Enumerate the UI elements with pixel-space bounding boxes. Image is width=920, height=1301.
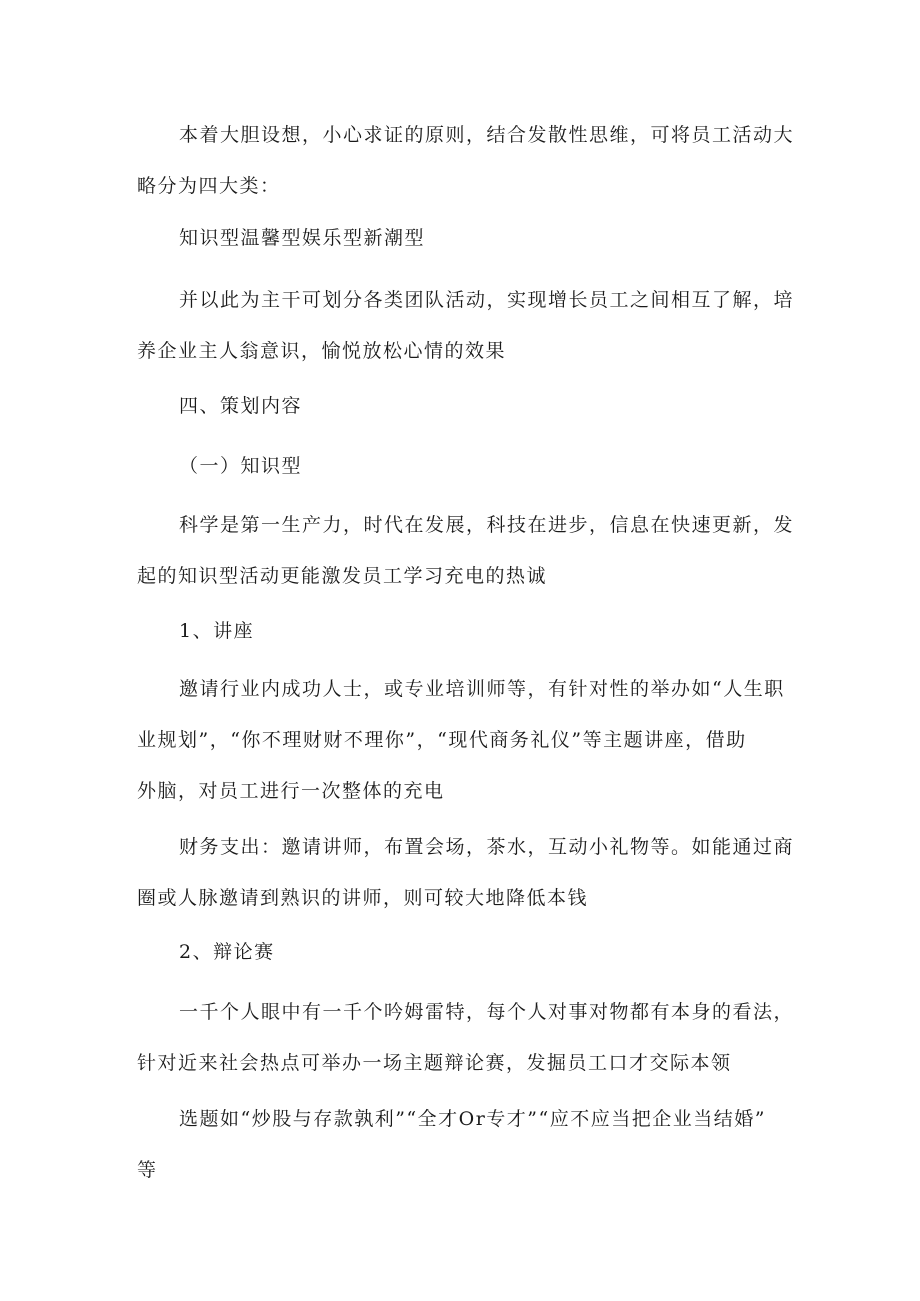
heading-text: 2、辩论赛 [179, 941, 275, 963]
paragraph-topics [137, 1094, 789, 1196]
section-heading [137, 381, 789, 432]
paragraph-line: 本着大胆设想，小心求证的原则，结合发散性思维，可将员工活动大 [179, 124, 795, 146]
paragraph-line: 业规划”，“你不理财财不理你”，“现代商务礼仪”等主题讲座，借助 [137, 729, 747, 751]
paragraph-line: 外脑，对员工进行一次整体的充电 [137, 780, 445, 802]
paragraph-finance [137, 822, 795, 924]
item-heading-debate [137, 927, 789, 978]
heading-text: 1、讲座 [179, 620, 255, 642]
heading-text: 四、策划内容 [179, 395, 303, 417]
paragraph-activity-types [137, 213, 789, 264]
paragraph-debate [137, 987, 795, 1089]
paragraph-line: 邀请行业内成功人士，或专业培训师等，有针对性的举办如“人生职 [179, 678, 785, 700]
paragraph-line: 等 [137, 1159, 158, 1181]
paragraph-line: 财务支出：邀请讲师，布置会场，茶水，互动小礼物等。如能通过商 [179, 836, 795, 858]
paragraph-line: 选题如“炒股与存款孰利”“全才Or专才”“应不应当把企业当结婚” [179, 1108, 766, 1130]
paragraph-line: 起的知识型活动更能激发员工学习充电的热诚 [137, 565, 548, 587]
paragraph-line: 略分为四大类： [137, 175, 281, 197]
paragraph-knowledge [137, 500, 795, 602]
paragraph-line: 一千个人眼中有一千个吟姆雷特，每个人对事对物都有本身的看法， [179, 1001, 795, 1023]
paragraph-line: 养企业主人翁意识，愉悦放松心情的效果 [137, 340, 507, 362]
paragraph-line: 科学是第一生产力，时代在发展，科技在进步，信息在快速更新，发 [179, 514, 795, 536]
paragraph-purpose [137, 275, 795, 377]
item-heading-lecture [137, 606, 789, 657]
subsection-heading [137, 441, 789, 492]
paragraph-lecture [137, 664, 789, 817]
paragraph-line: 圈或人脉邀请到熟识的讲师，则可较大地降低本钱 [137, 887, 589, 909]
paragraph-intro [137, 110, 795, 212]
heading-text: （一）知识型 [179, 455, 303, 477]
paragraph-line: 针对近来社会热点可举办一场主题辩论赛，发掘员工口才交际本领 [137, 1052, 732, 1074]
paragraph-line: 知识型温馨型娱乐型新潮型 [179, 227, 426, 249]
paragraph-line: 并以此为主干可划分各类团队活动，实现增长员工之间相互了解，培 [179, 289, 795, 311]
